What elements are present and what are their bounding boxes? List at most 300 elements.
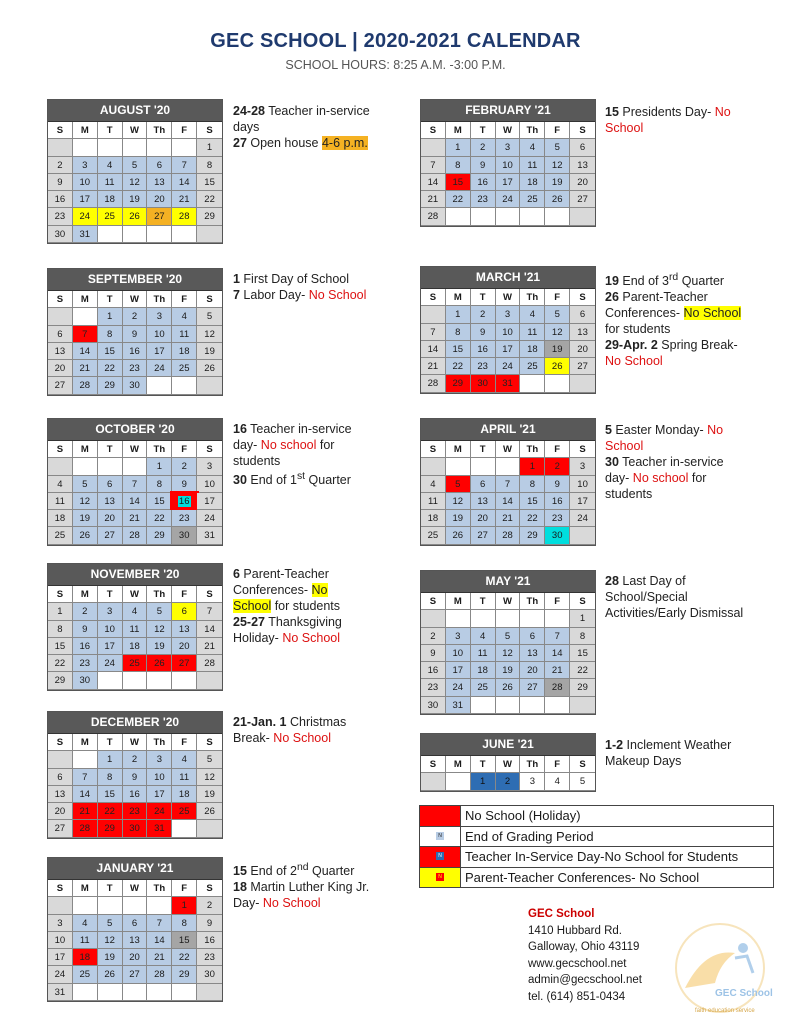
day-cell: 7 [73, 326, 98, 343]
address-line-2: Galloway, Ohio 43119 [528, 941, 640, 953]
day-cell: 26 [446, 527, 471, 544]
day-cell: 14 [197, 621, 222, 638]
day-header: S [48, 880, 73, 897]
day-cell: 21 [147, 949, 172, 966]
empty-cell [496, 610, 521, 627]
day-cell: 17 [48, 949, 73, 966]
day-cell: 21 [421, 191, 446, 208]
day-cell: 6 [147, 157, 172, 174]
day-cell: 1 [48, 603, 73, 620]
day-cell: 31 [446, 697, 471, 714]
empty-cell [48, 139, 73, 156]
day-cell: 4 [520, 306, 545, 323]
month-grid [421, 756, 595, 791]
day-cell: 23 [123, 360, 148, 377]
day-header: S [421, 593, 446, 610]
month-may [420, 570, 596, 715]
day-cell: 9 [48, 174, 73, 191]
day-cell: 21 [197, 638, 222, 655]
day-cell: 21 [73, 360, 98, 377]
day-cell: 16 [73, 638, 98, 655]
month-nov [47, 563, 223, 691]
day-cell: 31 [73, 226, 98, 243]
day-cell: 25 [123, 655, 148, 672]
day-cell: 4 [73, 915, 98, 932]
day-header: M [73, 734, 98, 751]
logo-swoosh [685, 952, 735, 988]
day-cell: 22 [446, 191, 471, 208]
empty-cell [48, 751, 73, 768]
day-header: Th [147, 441, 172, 458]
empty-cell [123, 226, 148, 243]
day-cell: 22 [48, 655, 73, 672]
day-cell: 6 [471, 476, 496, 493]
day-cell: 10 [446, 645, 471, 662]
empty-cell [123, 672, 148, 689]
day-cell: 18 [73, 949, 98, 966]
day-cell: 31 [147, 820, 172, 837]
empty-cell [172, 672, 197, 689]
day-cell: 24 [446, 679, 471, 696]
day-cell: 15 [197, 174, 222, 191]
day-cell: 19 [446, 510, 471, 527]
day-cell: 10 [147, 326, 172, 343]
day-cell: 30 [73, 672, 98, 689]
day-cell: 26 [545, 191, 570, 208]
month-grid [421, 289, 595, 393]
day-cell: 29 [48, 672, 73, 689]
day-cell: 22 [98, 803, 123, 820]
day-cell: 7 [123, 476, 148, 493]
day-cell: 11 [48, 493, 73, 510]
day-header: S [570, 593, 595, 610]
day-cell: 1 [172, 897, 197, 914]
day-cell: 14 [147, 932, 172, 949]
empty-cell [48, 897, 73, 914]
day-cell: 13 [570, 324, 595, 341]
email-link[interactable]: admin@gecschool.net [528, 974, 642, 986]
empty-cell [471, 697, 496, 714]
day-header: W [496, 441, 521, 458]
day-header: T [98, 441, 123, 458]
day-cell: 24 [197, 510, 222, 527]
day-cell: 18 [421, 510, 446, 527]
day-cell: 16 [48, 191, 73, 208]
day-cell: 20 [98, 510, 123, 527]
day-header: T [98, 291, 123, 308]
day-cell: 25 [471, 679, 496, 696]
day-cell: 10 [98, 621, 123, 638]
day-cell: 16 [545, 493, 570, 510]
day-cell: 12 [545, 157, 570, 174]
day-cell: 16 [123, 786, 148, 803]
day-cell: 3 [98, 603, 123, 620]
month-grid [421, 441, 595, 545]
day-cell: 9 [471, 324, 496, 341]
day-cell: 4 [123, 603, 148, 620]
day-header: S [197, 291, 222, 308]
school-hours: SCHOOL HOURS: 8:25 A.M. -3:00 P.M. [285, 58, 506, 72]
day-header: S [197, 734, 222, 751]
day-cell: 4 [520, 139, 545, 156]
legend-row-inservice [420, 847, 773, 868]
day-cell: 14 [123, 493, 148, 510]
day-cell: 31 [197, 527, 222, 544]
empty-cell [520, 610, 545, 627]
day-cell: 28 [421, 208, 446, 225]
day-cell: 1 [446, 306, 471, 323]
day-header: S [421, 441, 446, 458]
empty-cell [471, 610, 496, 627]
day-cell: 29 [98, 820, 123, 837]
day-cell: 6 [172, 603, 197, 620]
day-cell: 17 [570, 493, 595, 510]
day-cell: 23 [123, 803, 148, 820]
day-cell: 22 [197, 191, 222, 208]
day-cell: 28 [73, 377, 98, 394]
logo-figure-body [735, 956, 753, 973]
day-cell: 3 [496, 306, 521, 323]
day-cell: 17 [496, 174, 521, 191]
day-cell: 8 [197, 157, 222, 174]
day-cell: 4 [48, 476, 73, 493]
day-cell: 26 [123, 208, 148, 225]
empty-cell [98, 139, 123, 156]
day-cell: 11 [520, 324, 545, 341]
day-cell: 28 [545, 679, 570, 696]
day-header: W [123, 291, 148, 308]
day-header: S [421, 289, 446, 306]
day-cell: 18 [172, 786, 197, 803]
legend [419, 805, 774, 888]
day-header: W [496, 289, 521, 306]
day-cell: 25 [172, 360, 197, 377]
day-header: Th [147, 734, 172, 751]
notes-jan: 15 End of 2nd Quarter 18 Martin Luther King Jr. Day- No School [233, 862, 370, 911]
day-cell: 2 [496, 773, 521, 790]
legend-row-conference [420, 868, 773, 888]
day-header: Th [520, 122, 545, 139]
day-header: F [545, 756, 570, 773]
day-header: W [123, 586, 148, 603]
empty-cell [123, 984, 148, 1001]
day-cell: 17 [147, 786, 172, 803]
day-cell: 14 [73, 786, 98, 803]
day-cell: 3 [197, 458, 222, 475]
day-cell: 5 [446, 476, 471, 493]
day-cell: 18 [172, 343, 197, 360]
empty-cell [73, 897, 98, 914]
day-cell: 8 [48, 621, 73, 638]
day-cell: 20 [48, 803, 73, 820]
day-cell: 20 [570, 174, 595, 191]
day-cell: 28 [147, 966, 172, 983]
empty-cell [73, 751, 98, 768]
empty-cell [520, 375, 545, 392]
day-header: F [545, 593, 570, 610]
day-header: S [48, 734, 73, 751]
empty-cell [446, 458, 471, 475]
month-grid [421, 593, 595, 714]
day-cell: 31 [496, 375, 521, 392]
month-jun [420, 733, 596, 792]
day-header: S [421, 122, 446, 139]
day-cell: 3 [570, 458, 595, 475]
month-apr [420, 418, 596, 546]
month-grid [421, 122, 595, 226]
day-cell: 28 [172, 208, 197, 225]
empty-cell [147, 226, 172, 243]
day-cell: 5 [197, 751, 222, 768]
month-title: SEPTEMBER '20 [48, 269, 222, 291]
empty-cell [446, 773, 471, 790]
month-grid [48, 291, 222, 395]
day-cell: 27 [147, 208, 172, 225]
day-cell: 29 [520, 527, 545, 544]
notes-mar: 19 End of 3rd Quarter 26 Parent-Teacher Conferences- No School for students 29-Apr. 2 Spring Break- No School [605, 272, 742, 369]
day-cell: 30 [123, 820, 148, 837]
day-header: T [471, 593, 496, 610]
day-cell: 16 [421, 662, 446, 679]
day-header: T [471, 756, 496, 773]
day-cell: 21 [172, 191, 197, 208]
day-cell: 10 [570, 476, 595, 493]
empty-cell [73, 458, 98, 475]
logo-figure-head [738, 943, 748, 953]
day-cell: 29 [172, 966, 197, 983]
month-aug [47, 99, 223, 244]
day-cell: 30 [48, 226, 73, 243]
day-cell: 21 [421, 358, 446, 375]
day-header: M [73, 122, 98, 139]
empty-cell [496, 458, 521, 475]
school-logo [665, 918, 775, 1018]
day-cell: 29 [446, 375, 471, 392]
day-cell: 25 [98, 208, 123, 225]
empty-cell [520, 697, 545, 714]
month-dec [47, 711, 223, 839]
day-cell: 19 [73, 510, 98, 527]
day-cell: 22 [98, 360, 123, 377]
day-cell: 9 [545, 476, 570, 493]
day-cell: 19 [123, 191, 148, 208]
day-cell: 2 [73, 603, 98, 620]
month-title: DECEMBER '20 [48, 712, 222, 734]
day-cell: 2 [545, 458, 570, 475]
day-cell: 27 [172, 655, 197, 672]
day-cell: 3 [147, 751, 172, 768]
day-header: T [471, 122, 496, 139]
day-cell: 28 [496, 527, 521, 544]
empty-cell [197, 377, 222, 394]
day-cell: 21 [545, 662, 570, 679]
day-cell: 29 [197, 208, 222, 225]
day-cell: 6 [520, 628, 545, 645]
day-cell: 5 [570, 773, 595, 790]
day-cell: 12 [545, 324, 570, 341]
day-cell: 18 [520, 341, 545, 358]
day-cell: 10 [496, 324, 521, 341]
day-cell: 11 [172, 326, 197, 343]
month-title: FEBRUARY '21 [421, 100, 595, 122]
day-cell: 1 [98, 308, 123, 325]
month-grid [48, 734, 222, 838]
day-cell: 25 [421, 527, 446, 544]
day-cell: 20 [520, 662, 545, 679]
day-cell: 20 [147, 191, 172, 208]
empty-cell [545, 375, 570, 392]
day-cell: 30 [421, 697, 446, 714]
month-title: MARCH '21 [421, 267, 595, 289]
empty-cell [147, 897, 172, 914]
day-cell: 1 [197, 139, 222, 156]
day-cell: 8 [446, 157, 471, 174]
day-cell: 27 [520, 679, 545, 696]
day-header: Th [147, 291, 172, 308]
day-cell: 12 [123, 174, 148, 191]
empty-cell [446, 610, 471, 627]
legend-swatch: N [420, 827, 461, 847]
empty-cell [98, 672, 123, 689]
month-grid [48, 586, 222, 690]
day-header: F [545, 441, 570, 458]
empty-cell [73, 139, 98, 156]
day-cell: 27 [570, 191, 595, 208]
legend-label: No School (Holiday) [465, 808, 581, 823]
day-cell: 9 [123, 326, 148, 343]
day-cell: 24 [570, 510, 595, 527]
day-cell: 20 [48, 360, 73, 377]
day-header: F [545, 289, 570, 306]
day-header: T [98, 586, 123, 603]
day-cell: 5 [545, 306, 570, 323]
day-header: Th [147, 586, 172, 603]
day-cell: 18 [471, 662, 496, 679]
day-cell: 22 [570, 662, 595, 679]
day-header: Th [147, 122, 172, 139]
empty-cell [421, 610, 446, 627]
day-cell: 6 [123, 915, 148, 932]
day-header: F [172, 122, 197, 139]
day-header: S [48, 441, 73, 458]
day-cell: 8 [570, 628, 595, 645]
day-cell: 22 [147, 510, 172, 527]
website-link[interactable]: www.gecschool.net [528, 957, 627, 970]
day-cell: 19 [147, 638, 172, 655]
day-cell: 13 [147, 174, 172, 191]
day-cell: 25 [73, 966, 98, 983]
empty-cell [197, 226, 222, 243]
day-cell: 19 [545, 341, 570, 358]
month-title: AUGUST '20 [48, 100, 222, 122]
day-cell: 13 [48, 786, 73, 803]
day-cell: 17 [446, 662, 471, 679]
empty-cell [471, 208, 496, 225]
month-grid [48, 441, 222, 545]
day-cell: 25 [520, 191, 545, 208]
month-title: OCTOBER '20 [48, 419, 222, 441]
day-header: W [123, 122, 148, 139]
day-cell: 5 [123, 157, 148, 174]
day-cell: 1 [446, 139, 471, 156]
empty-cell [172, 984, 197, 1001]
empty-cell [48, 458, 73, 475]
legend-swatch: N [420, 868, 461, 888]
day-cell: 24 [73, 208, 98, 225]
day-cell: 5 [147, 603, 172, 620]
empty-cell [570, 697, 595, 714]
day-cell: 14 [421, 341, 446, 358]
day-cell: 25 [172, 803, 197, 820]
day-cell: 8 [147, 476, 172, 493]
day-header: S [48, 122, 73, 139]
empty-cell [172, 820, 197, 837]
day-header: F [172, 291, 197, 308]
day-cell: 5 [545, 139, 570, 156]
month-title: JUNE '21 [421, 734, 595, 756]
day-cell: 23 [172, 510, 197, 527]
month-sep [47, 268, 223, 396]
empty-cell [123, 897, 148, 914]
address-line-1: 1410 Hubbard Rd. [528, 924, 622, 937]
day-header: W [496, 122, 521, 139]
day-header: W [496, 593, 521, 610]
day-cell: 3 [496, 139, 521, 156]
phone-number: tel. (614) 851-0434 [528, 990, 626, 1003]
page-title: GEC SCHOOL | 2020-2021 CALENDAR [210, 30, 581, 52]
day-cell: 8 [172, 915, 197, 932]
day-cell: 15 [446, 174, 471, 191]
day-cell: 9 [471, 157, 496, 174]
day-header: S [570, 122, 595, 139]
day-cell: 12 [98, 932, 123, 949]
notes-feb: 15 Presidents Day- No School [605, 105, 731, 135]
day-header: W [123, 734, 148, 751]
day-cell: 10 [147, 769, 172, 786]
day-cell: 9 [197, 915, 222, 932]
legend-swatch: N [420, 847, 461, 867]
empty-cell [123, 458, 148, 475]
day-cell: 10 [48, 932, 73, 949]
day-cell: 29 [98, 377, 123, 394]
empty-cell [421, 139, 446, 156]
day-cell: 7 [197, 603, 222, 620]
day-header: W [496, 756, 521, 773]
day-cell: 20 [172, 638, 197, 655]
day-cell: 18 [123, 638, 148, 655]
day-cell: 7 [496, 476, 521, 493]
day-cell: 14 [172, 174, 197, 191]
day-header: Th [520, 289, 545, 306]
legend-label: Teacher In-Service Day-No School for Students [465, 849, 739, 864]
day-cell: 7 [147, 915, 172, 932]
empty-cell [147, 984, 172, 1001]
day-cell: 15 [172, 932, 197, 949]
day-cell: 5 [98, 915, 123, 932]
day-cell: 23 [48, 208, 73, 225]
day-cell: 26 [197, 803, 222, 820]
day-cell: 29 [570, 679, 595, 696]
day-cell: 23 [471, 358, 496, 375]
day-cell: 6 [570, 306, 595, 323]
day-cell: 10 [73, 174, 98, 191]
day-cell: 1 [570, 610, 595, 627]
day-cell: 13 [123, 932, 148, 949]
day-cell: 17 [147, 343, 172, 360]
day-cell: 2 [123, 751, 148, 768]
day-header: M [73, 441, 98, 458]
day-cell: 12 [496, 645, 521, 662]
